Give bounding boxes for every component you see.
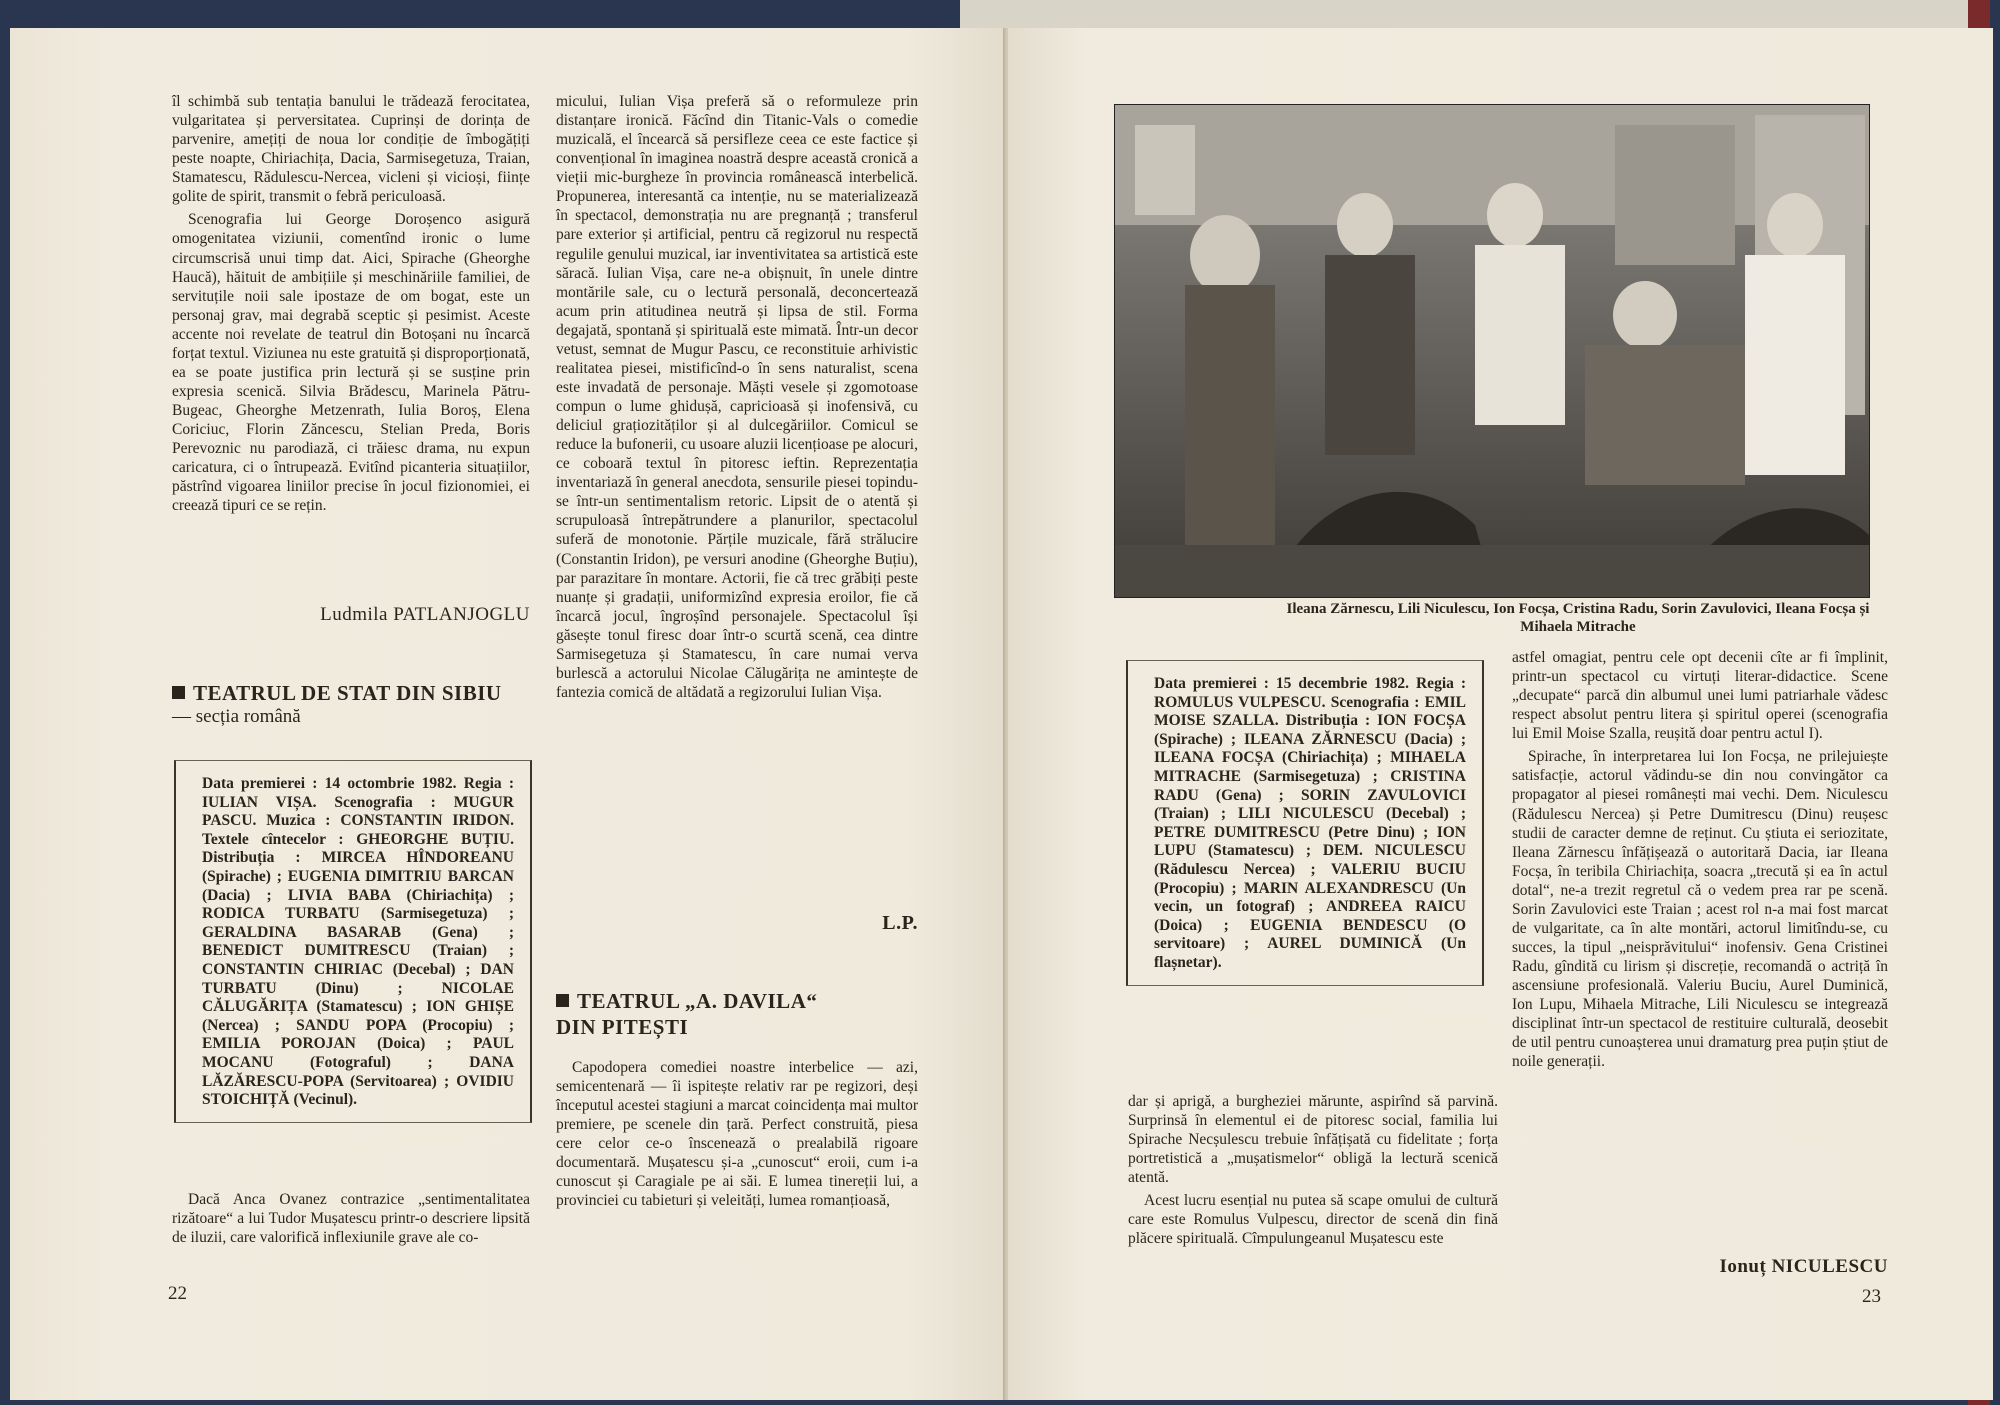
- page-number-right: 23: [1862, 1286, 1881, 1307]
- pitesti-credits-box: [1126, 660, 1484, 986]
- signature-lp: L.P.: [882, 912, 918, 934]
- paragraph: Acest lucru esențial nu putea să scape omului de cultură care este Romulus Vulpescu, director de scenă din fină plăcere spirituală. Cîmpulungeanul Mușatescu este: [1128, 1192, 1498, 1248]
- right-col2-text: [1512, 648, 1888, 1075]
- page-number-left: 22: [168, 1283, 187, 1304]
- section-heading: [172, 680, 530, 706]
- paragraph: Capodopera comediei noastre interbelice — azi, semicentenară — îi ispitește relativ rar pe regizori, deși începutul acestei stagiuni a marcat coincidența mai multor premiere, pe scenele din țară. Perfect construită, piesa cere celor ce-o înscenează o prealabilă rigoare documentară. Mușatescu și-a „cunoscut“ eroii, cum i-a cunoscut și Caragiale pe ai săi. E lumea tinereții lui, a provinciei cu tabieturi și veleități, lumea romanțioasă,: [556, 1059, 918, 1210]
- heading-text: TEATRUL DE STAT DIN SIBIU: [193, 681, 502, 705]
- section-heading-line2: DIN PITEȘTI: [556, 1015, 689, 1040]
- paragraph: astfel omagiat, pentru cele opt decenii cîte ar fi împlinit, printr-un spectacol cu virtuți literar-didactice. Scene „decupate“ parcă din albumul unei lumi patriarhale vădesc respect absolut pentru litera și spiritul operei (scenografia lui Emil Moise Szalla, reușită doar pentru actul I).: [1512, 649, 1888, 743]
- paragraph: îl schimbă sub tentația banului le trădează ferocitatea, vulgaritatea și perversitatea. Cuprinși de dorința de parvenire, amețiți de noua lor condiție de îmbogățiți peste noapte, Chiriachița, Dacia, Sarmisegetuza, Traian, Stamatescu, Rădulescu-Nercea, vicleni și vicioși, ființe golite de spirit, transmit o febră periculoasă.: [172, 93, 530, 206]
- square-bullet-icon: [172, 686, 185, 699]
- sibiu-section-header: [172, 680, 530, 728]
- section-heading: [556, 988, 918, 1014]
- section-subheading: — secția română: [172, 706, 301, 728]
- davila-section-header: [556, 988, 918, 1041]
- theater-stage-photo: [1114, 104, 1870, 598]
- paragraph: dar și aprigă, a burgheziei mărunte, aspirînd să parvină. Surprinsă în elementul ei de pitoresc social, familia lui Spirache Necșulescu trebuie înfățișată cu fidelitate ; forța portretistică a „mușatismelor“ obligă la lectură scenică atentă.: [1128, 1093, 1498, 1187]
- paragraph: Dacă Anca Ovanez contrazice „sentimentalitatea rizătoare“ a lui Tudor Mușatescu printr-o descriere lipsită de iluzii, care valorifică inflexiunile grave ale co-: [172, 1191, 530, 1247]
- left-col1-after: [172, 1190, 530, 1251]
- photo-caption: Ileana Zărnescu, Lili Niculescu, Ion Focșa, Cristina Radu, Sorin Zavulovici, Ileana Focșa și Mihaela Mitrache: [1286, 601, 1870, 635]
- davila-intro: [556, 1058, 918, 1215]
- square-bullet-icon: [556, 994, 569, 1007]
- credits-text: Data premierei : 14 octombrie 1982. Regia : IULIAN VIȘA. Scenografia : MUGUR PASCU. Muzica : CONSTANTIN IRIDON. Textele cîntecelor : GHEORGHE BUȚIU. Distribuția : MIRCEA HÎNDOREANU (Spirache) ; EUGENIA DIMITRIU BARCAN (Dacia) ; LIVIA BABA (Chiriachița) ; RODICA TURBATU (Sarmisegetuza) ; GERALDINA BASARAB (Gena) ; BENEDICT DUMITRESCU (Traian) ; CONSTANTIN CHIRIAC (Decebal) ; DAN TURBATU (Dinu) ; NICOLAE CĂLUGĂRIȚA (Stamatescu) ; ION GHIȘE (Nercea) ; SANDU POPA (Procopiu) ; EMILIA POROJAN (Doica) ; PAUL MOCANU (Fotograful) ; DANA LĂZĂRESCU-POPA (Servitoarea) ; OVIDIU STOICHIȚĂ (Vecinul).: [202, 775, 514, 1109]
- credits-text: Data premierei : 15 decembrie 1982. Regia : ROMULUS VULPESCU. Scenografia : EMIL MOISE SZALLA. Distribuția : ION FOCȘA (Spirache) ; ILEANA ZĂRNESCU (Dacia) ; ILEANA FOCȘA (Chiriachița) ; MIHAELA MITRACHE (Sarmisegetuza) ; CRISTINA RADU (Gena) ; SORIN ZAVULOVICI (Traian) ; LILI NICULESCU (Decebal) ; PETRE DUMITRESCU (Petre Dinu) ; ION LUPU (Stamatescu) ; DEM. NICULESCU (Rădulescu Nercea) ; VALERIU BUCIU (Procopiu) ; MARIN ALEXANDRESCU (Un vecin, un fotograf) ; ANDREEA RAICU (Doica) ; EUGENIA BENDESCU (O servitoare) ; AUREL DUMINICĂ (Un flașnetar).: [1154, 675, 1466, 971]
- signature-patlanjoglu: Ludmila PATLANJOGLU: [320, 604, 530, 625]
- heading-text: TEATRUL „A. DAVILA“: [577, 989, 818, 1013]
- right-col1-text: [1128, 1092, 1498, 1253]
- paragraph: Scenografia lui George Doroșenco asigură omogenitatea viziunii, comentînd ironic o lume circumscrisă unui timp dat. Aici, Spirache (Gheorghe Haucă), hăituit de ambițiile și meschinăriile familiei, de servituțile noii sale ipostaze de om bogat, este un personaj grav, mai degrabă sceptic și pesimist. Aceste accente noi revelate de teatrul din Botoșani nu încarcă forțat textul. Viziunea nu este gratuită și disproporționată, ea se poate justifica prin lectură și se susține prin expresia scenică. Silvia Brădescu, Marinela Pătru-Bugeac, Gheorghe Metzenrath, Iulia Boroș, Elena Coriciuc, Florin Zăncescu, Stelian Preda, Boris Perevoznic nu parodiază, ci trăiesc drama, nu expun caricatura, ci o întrupează. Evitînd picanteria situațiilor, păstrînd vigoarea liniilor precise în jocul fizionomiei, ei creează tipuri ce se rețin.: [172, 211, 530, 515]
- paragraph: Spirache, în interpretarea lui Ion Focșa, ne prilejuiește satisfacție, actorul vădindu-se din nou convingător ca propagator al piesei românești mai vechi. Dem. Niculescu (Rădulescu Nercea) și Petre Dumitrescu (Dinu) reușesc studii de caracter demne de reținut. Cu știuta ei seriozitate, Ileana Zărnescu înfățișează o autoritară Dacia, iar Ileana Focșa, în teribila Chiriachița, soacra „trecută și ea în actul dotal“, ne-a trezit regretul că o vedem prea rar pe scenă. Sorin Zavulovici este Traian ; acest rol n-a mai fost marcat de vulgaritate, ca în alte montări, actorul limitîndu-se, cu succes, la tipul „neisprăvitului“ inofensiv. Gena Cristinei Radu, gîndită cu lirism și discreție, recomandă o actriță în ascensiune profesională. Valeriu Buciu, Aurel Duminică, Ion Lupu, Mihaela Mitrache, Lili Niculescu se integrează disciplinat într-un spectacol de restituire culturală, deosebit de util pentru cunoașterea unui dramaturg prea puțin știut de noile generații.: [1512, 748, 1888, 1071]
- paragraph: micului, Iulian Vișa preferă să o reformuleze prin distanțare ironică. Făcînd din Titanic-Vals o comedie muzicală, el încearcă să persifleze ceea ce este factice și convențional în imaginea noastră despre această cronică a vieții mic-burgheze în provincia românească interbelică. Propunerea, interesantă ca intenție, nu se materializează în spectacol, demonstrația nu are pregnanță ; transferul pare exterior și artificial, pentru că regizorul nu respectă regulile genului muzical, iar inventivitatea sa artistică este săracă. Iulian Vișa, care ne-a obișnuit, în unele dintre montările sale, cu o lectură personală, deconcertează acum prin atitudinea neutră și lipsa de stil. Forma degajată, spontană și spirituală este mimată. Într-un decor vetust, semnat de Mugur Pascu, ce reconstituie arhivistic realitatea piesei, mistificînd-o în sens naturalist, scena este invadată de personaje. Măști vesele și zgomotoase compun o lume ghidușă, capricioasă și inofensivă, cu deliciul grațiozităților și al dulcegăriilor. Comicul se reduce la bufonerii, cu usoare aluzii licențioase pe alocuri, ce coboară textul în pitoresc ieftin. Reprezentația inventariază în general anecdota, sensurile piesei topindu-se într-un sentimentalism retoric. Lipsit de o atentă și scrupuloasă întrepătrundere a planurilor, spectacolul suferă de monotonie. Părțile muzicale, fără strălucire (Constantin Iridon), pe versuri anodine (Gheorghe Buțiu), par parazitare în montare. Actorii, fie că trec grăbiți peste nuanțe și gradații, uniformizînd expresia eroilor, fie că încarcă jocul, îngroșînd personajele. Spectacolul își găsește tonul firesc doar într-o scurtă scenă, cea dintre Sarmisegetuza și Stamatescu, în care numai verva burlescă a actorului Nicolae Călugărița ne amintește de fantezia comică de altădată a regizorului Iulian Vișa.: [556, 93, 918, 701]
- sibiu-credits-box: [174, 760, 532, 1123]
- signature-niculescu: Ionuț NICULESCU: [1719, 1256, 1888, 1277]
- book-top-edge: [960, 0, 1990, 28]
- theater-stage-photo-icon: [1115, 105, 1869, 597]
- left-col2-text: [556, 92, 918, 706]
- left-col1-intro: [172, 92, 530, 519]
